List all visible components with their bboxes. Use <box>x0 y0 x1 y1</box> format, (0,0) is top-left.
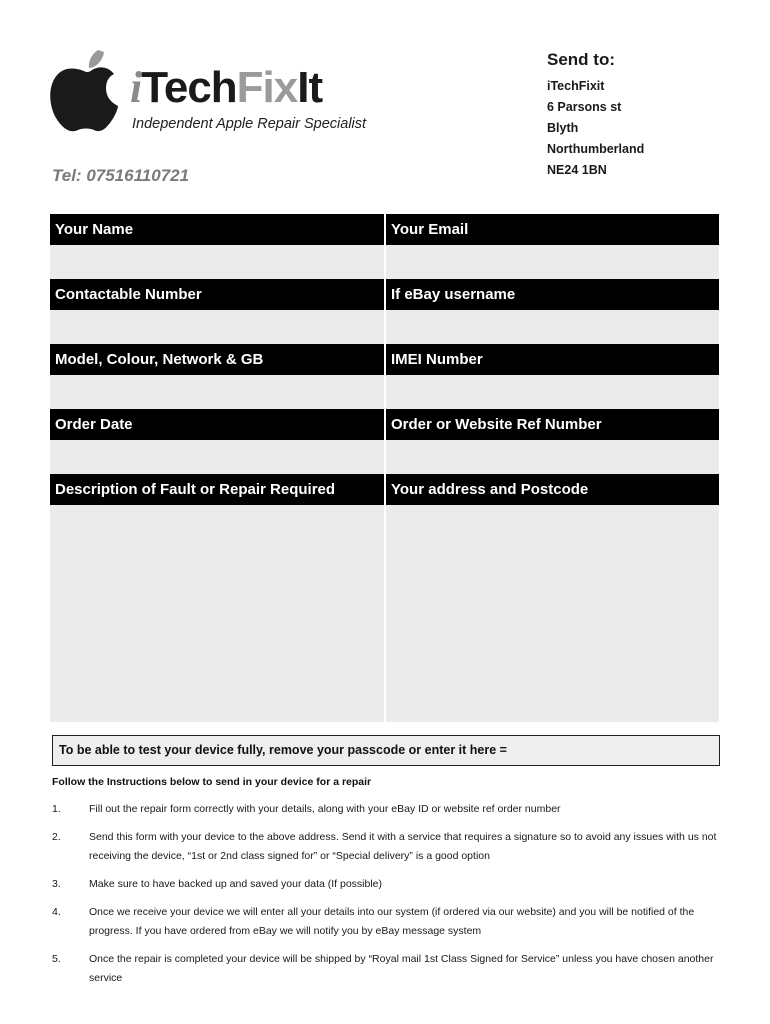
list-item <box>52 828 722 866</box>
form-header-row <box>50 409 719 440</box>
label-order-date: Order Date <box>50 409 384 440</box>
logo <box>46 44 396 136</box>
send-to-title: Send to: <box>547 50 615 69</box>
brand-name <box>130 63 323 112</box>
item-number: 4. <box>52 906 61 918</box>
item-number: 5. <box>52 953 61 965</box>
ebay-username-field[interactable] <box>384 310 719 344</box>
list-item <box>52 950 722 988</box>
instructions-list <box>52 800 722 997</box>
form-header-row <box>50 214 719 245</box>
form-field-row <box>50 245 719 279</box>
item-text: Once the repair is completed your device will be shipped by “Royal mail 1st Class Signed for Service” unless you have chosen another service <box>89 953 714 984</box>
address-line: iTechFixit <box>547 79 605 93</box>
form-field-row <box>50 310 719 344</box>
imei-field[interactable] <box>384 375 719 409</box>
form-field-row <box>50 440 719 474</box>
brand-i: i <box>130 63 142 112</box>
form-header-row <box>50 344 719 375</box>
item-number: 3. <box>52 878 61 890</box>
label-fault-description: Description of Fault or Repair Required <box>50 474 384 505</box>
item-text: Send this form with your device to the above address. Send it with a service that requires a signature so to avoid any issues with us not receiving the device, “1st or 2nd class signed for” or “Special delivery” is a good option <box>89 831 717 862</box>
send-to-block <box>547 50 644 181</box>
brand-tech: Tech <box>141 63 237 112</box>
instructions-title: Follow the Instructions below to send in your device for a repair <box>52 776 372 788</box>
order-date-field[interactable] <box>50 440 384 474</box>
apple-logo-icon <box>46 44 126 134</box>
tagline: Independent Apple Repair Specialist <box>132 116 367 132</box>
form-field-row <box>50 505 719 722</box>
your-name-field[interactable] <box>50 245 384 279</box>
form-header-row <box>50 474 719 505</box>
address-field[interactable] <box>384 505 719 722</box>
form-header-row <box>50 279 719 310</box>
contactable-number-field[interactable] <box>50 310 384 344</box>
label-contactable-number: Contactable Number <box>50 279 384 310</box>
list-item <box>52 875 722 894</box>
item-text: Fill out the repair form correctly with your details, along with your eBay ID or website ref order number <box>89 803 561 815</box>
address-line: Northumberland <box>547 142 645 156</box>
address-line: NE24 1BN <box>547 163 607 177</box>
brand-it: It <box>297 63 323 112</box>
item-text: Make sure to have backed up and saved your data (If possible) <box>89 878 383 890</box>
list-item <box>52 903 722 941</box>
item-number: 2. <box>52 831 61 843</box>
repair-form <box>50 214 719 722</box>
label-your-name: Your Name <box>50 214 384 245</box>
passcode-field[interactable]: To be able to test your device fully, remove your passcode or enter it here = <box>52 735 720 766</box>
label-ebay-username: If eBay username <box>384 279 719 310</box>
your-email-field[interactable] <box>384 245 719 279</box>
address-line: 6 Parsons st <box>547 100 622 114</box>
list-item <box>52 800 722 819</box>
brand-fix: Fix <box>236 63 298 112</box>
address-line: Blyth <box>547 121 579 135</box>
model-field[interactable] <box>50 375 384 409</box>
item-number: 1. <box>52 803 61 815</box>
label-address: Your address and Postcode <box>384 474 719 505</box>
item-text: Once we receive your device we will enter all your details into our system (if ordered via our website) and you will be notified of the progress. If you have ordered from eBay we will notify you by eBay message system <box>89 906 695 937</box>
label-model: Model, Colour, Network & GB <box>50 344 384 375</box>
telephone: Tel: 07516110721 <box>52 166 190 185</box>
label-order-ref: Order or Website Ref Number <box>384 409 719 440</box>
label-your-email: Your Email <box>384 214 719 245</box>
fault-description-field[interactable] <box>50 505 384 722</box>
form-field-row <box>50 375 719 409</box>
label-imei: IMEI Number <box>384 344 719 375</box>
order-ref-field[interactable] <box>384 440 719 474</box>
